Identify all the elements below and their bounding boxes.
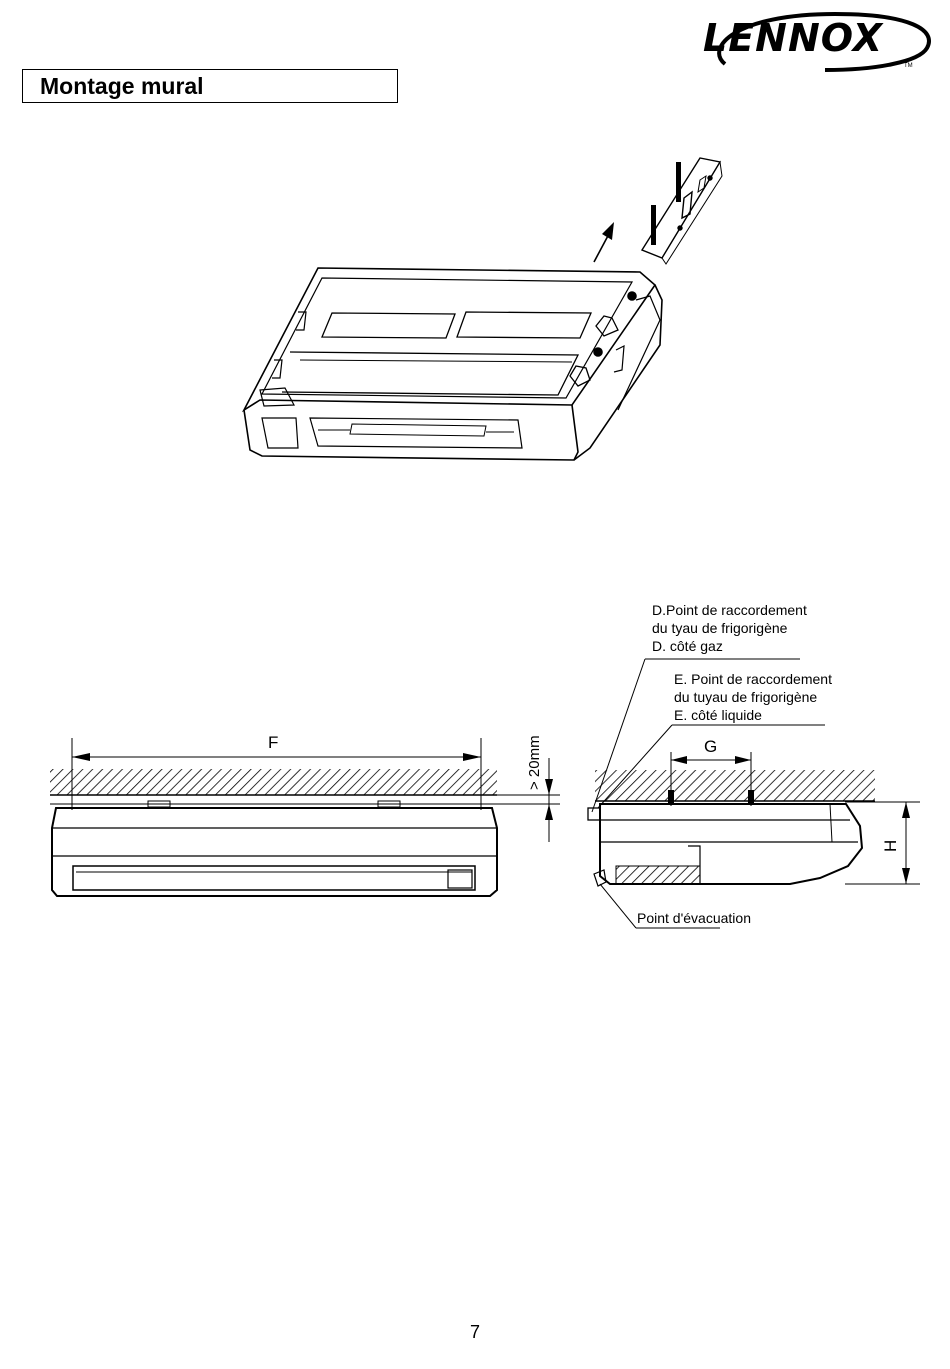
gas-connection-label-3: D. côté gaz (652, 638, 723, 654)
section-title: Montage mural (22, 69, 398, 103)
mounting-arrow-icon (594, 222, 614, 262)
logo-wordmark: LENNOX (703, 16, 884, 60)
liquid-connection-label-2: du tuyau de frigorigène (674, 689, 818, 705)
gas-connection-label-1: D.Point de raccordement (652, 602, 807, 618)
clearance-dimension-label: > 20mm (526, 735, 543, 790)
dimension-g-label: G (704, 737, 718, 756)
gas-connection-label-2: du tyau de frigorigène (652, 620, 788, 636)
dimension-h-label: H (881, 839, 900, 852)
dimension-f-label: F (268, 733, 279, 752)
mounting-plate (642, 158, 722, 264)
page-number: 7 (469, 1322, 480, 1342)
liquid-connection-label-3: E. côté liquide (674, 707, 762, 723)
drain-point-label: Point d'évacuation (637, 910, 751, 926)
logo-trademark: TM (904, 63, 913, 69)
front-view (50, 738, 560, 896)
isometric-unit (244, 268, 662, 460)
liquid-connection-label-1: E. Point de raccordement (674, 671, 832, 687)
